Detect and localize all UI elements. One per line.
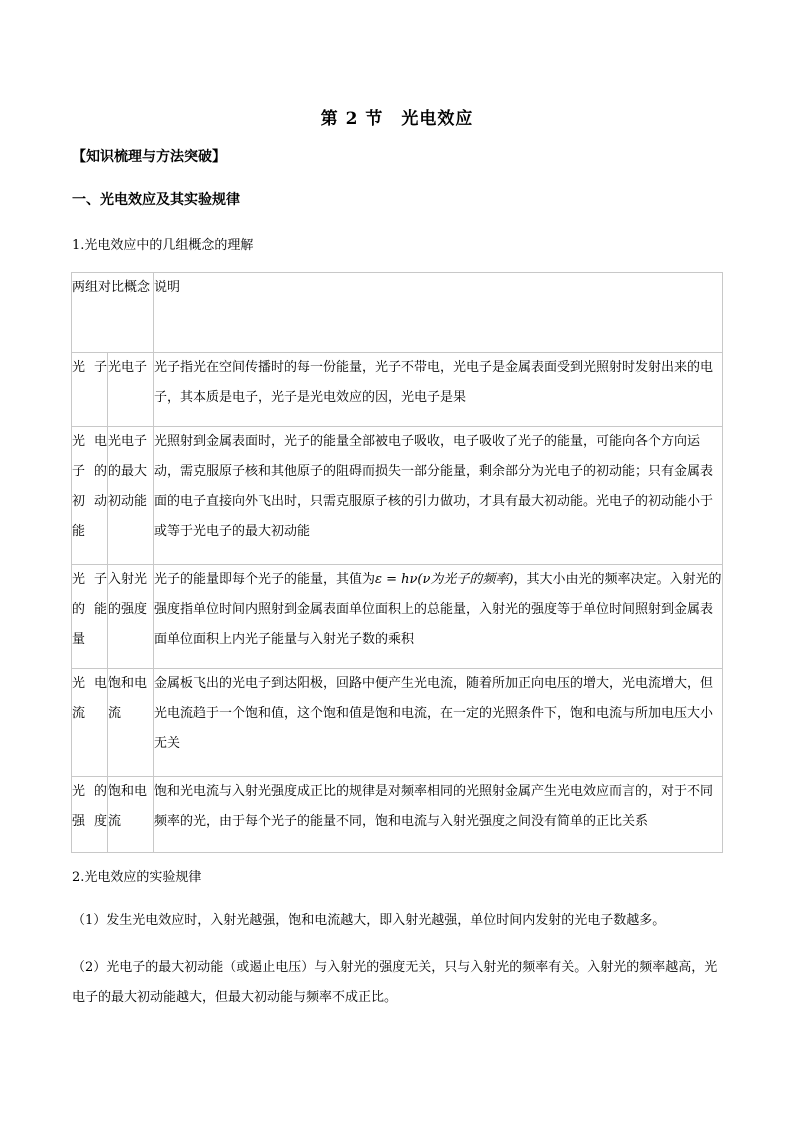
concept-a-cell: 光电子的初动能 (72, 427, 108, 565)
item-heading-concepts: 1.光电效应中的几组概念的理解 (72, 238, 254, 253)
concept-a-cell: 光的强度 (72, 777, 108, 853)
header-group-cell: 两组对比概念 (72, 273, 154, 353)
concepts-table (71, 272, 723, 853)
concept-a-cell: 光子 (72, 353, 108, 427)
table-header-row (72, 273, 723, 353)
desc-cell: 光子指光在空间传播时的每一份能量，光子不带电，光电子是金属表面受到光照射时发射出来的电子，其本质是电子，光子是光电效应的因，光电子是果 (154, 353, 723, 427)
concept-b-cell: 饱和电流 (108, 669, 154, 777)
table-row (72, 777, 723, 853)
table-row (72, 353, 723, 427)
concept-a-cell: 光电流 (72, 669, 108, 777)
desc-text-before: 光子的能量即每个光子的能量，其值为 (154, 572, 376, 587)
desc-cell: 金属板飞出的光电子到达阳极，回路中便产生光电流，随着所加正向电压的增大，光电流增大，但光电流趋于一个饱和值，这个饱和值是饱和电流，在一定的光照条件下，饱和电流与所加电压大小无关 (154, 669, 723, 777)
concept-b-cell: 光电子的最大初动能 (108, 427, 154, 565)
desc-cell (154, 565, 723, 669)
table-row (72, 669, 723, 777)
concept-a-cell: 光子的能量 (72, 565, 108, 669)
concept-b-cell: 入射光的强度 (108, 565, 154, 669)
concept-b-cell: 光电子 (108, 353, 154, 427)
desc-cell: 饱和光电流与入射光强度成正比的规律是对频率相同的光照射金属产生光电效应而言的，对于不同频率的光，由于每个光子的能量不同，饱和电流与入射光强度之间没有简单的正比关系 (154, 777, 723, 853)
section-label: 【知识梳理与方法突破】 (72, 149, 226, 165)
rule-paragraph-2: （2）光电子的最大初动能（或遏止电压）与入射光的强度无关，只与入射光的频率有关。入射光的频率越高，光电子的最大初动能越大，但最大初动能与频率不成正比。 (72, 960, 718, 1005)
table-row (72, 427, 723, 565)
energy-formula: ε = hν(ν为光子的频率) (375, 572, 514, 587)
desc-cell: 光照射到金属表面时，光子的能量全部被电子吸收，电子吸收了光子的能量，可能向各个方向运动，需克服原子核和其他原子的阻碍而损失一部分能量，剩余部分为光电子的初动能；只有金属表面的电子直接向外飞出时，只需克服原子核的引力做功，才具有最大初动能。光电子的初动能小于或等于光电子的最大初动能 (154, 427, 723, 565)
header-desc-cell: 说明 (154, 273, 723, 353)
rule-paragraph-1: （1）发生光电效应时，入射光越强，饱和电流越大，即入射光越强，单位时间内发射的光电子数越多。 (72, 913, 666, 928)
table-row (72, 565, 723, 669)
concept-b-cell: 饱和电流 (108, 777, 154, 853)
section-subheading: 一、光电效应及其实验规律 (72, 192, 240, 208)
desc-text-after: ，其大小由光的频率决定。入射光的强度指单位时间内照射到金属表面单位面积上的总能量，入射光的强度等于单位时间照射到金属表面单位面积上内光子能量与入射光子数的乘积 (154, 572, 722, 647)
page-title: 第 2 节 光电效应 (320, 109, 474, 129)
item-heading-rules: 2.光电效应的实验规律 (72, 870, 202, 885)
